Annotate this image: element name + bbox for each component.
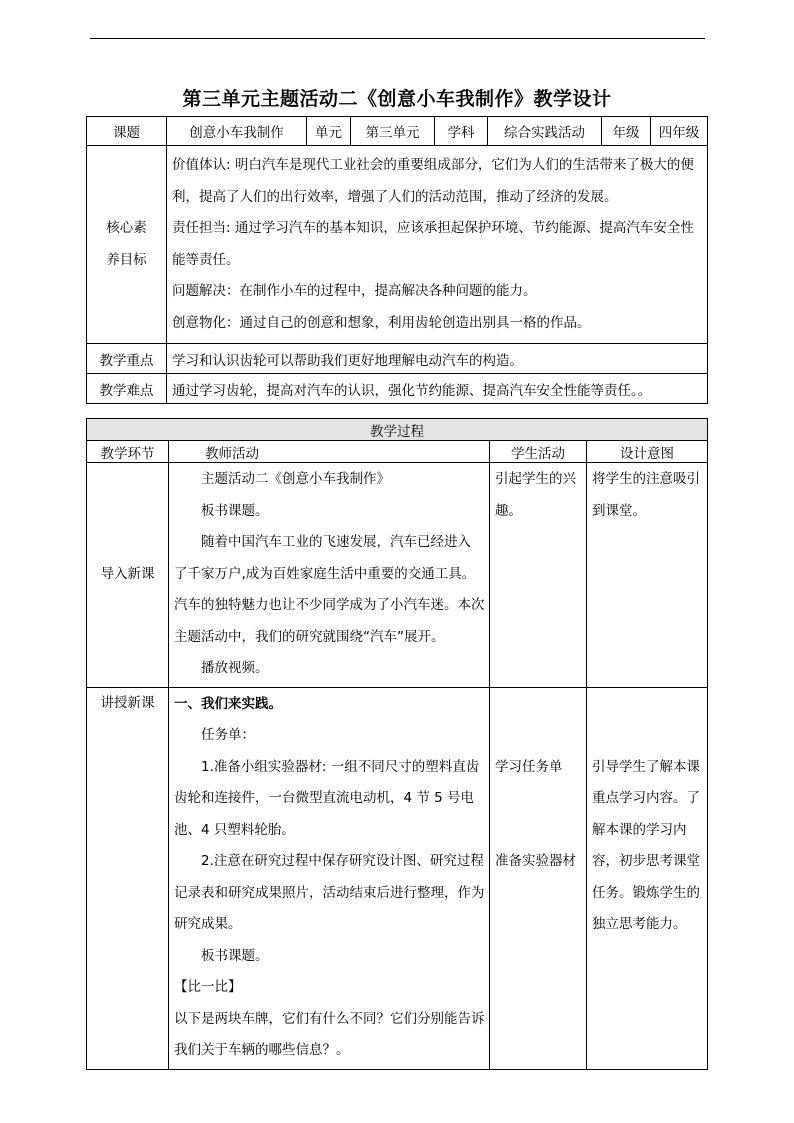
- task-label: 任务单：: [201, 727, 255, 743]
- topic-label: 课题: [87, 117, 167, 146]
- difficulty-value: 通过学习齿轮，提高对汽车的认识，强化节约能源、提高汽车安全性能等责任。。: [167, 374, 708, 404]
- task-2: 2.注意在研究过程中保存研究设计图、研究过程记录表和研究成果照片，活动结束后进行整理，作为研究成果。: [174, 853, 485, 932]
- unit-label: 单元: [307, 117, 351, 146]
- board-note: 板书课题。: [201, 947, 269, 964]
- grade-value: 四年级: [651, 117, 708, 146]
- intro-teacher: 主题活动二《创意小车我制作》 板书课题。 随着中国汽车工业的飞速发展，汽车已经进入 了千家万户,成为百姓家庭生活中重要的交通工具。汽车的独特魅力也让不少同学成为了小汽车迷。本次主题活动中，我们的研究就围绕“汽车”展开。 播放视频。: [169, 463, 490, 688]
- lesson-info-table: [86, 116, 708, 404]
- lesson-row: [87, 687, 708, 1069]
- header-stage: 教学环节: [87, 441, 169, 463]
- core-goals-label: 核心素 养目标: [87, 146, 167, 344]
- grade-label: 年级: [602, 117, 651, 146]
- intro-intent: 将学生的注意吸引到课堂。: [587, 463, 708, 688]
- teaching-process-table: [86, 418, 708, 1070]
- subject-value: 综合实践活动: [488, 117, 602, 146]
- goal-value: 价值体认: 明白汽车是现代工业社会的重要组成部分，它们为人们的生活带来了极大的便利，提高了人们的出行效率，增强了人们的活动范围，推动了经济的发展。: [172, 157, 694, 205]
- lesson-stage: 讲授新课: [87, 687, 169, 1069]
- core-goals-row: [87, 146, 708, 344]
- intro-row: [87, 463, 708, 688]
- key-point-value: 学习和认识齿轮可以帮助我们更好地理解电动汽车的构造。: [167, 344, 708, 374]
- task-1: 1.准备小组实验器材: 一组不同尺寸的塑料直齿齿轮和连接件，一台微型直流电动机，4 节 5 号电池、4 只塑料轮胎。: [174, 758, 480, 838]
- intro-student: 引起学生的兴趣。: [490, 463, 587, 688]
- process-header-row: [87, 441, 708, 463]
- compare-label: 【比一比】: [174, 979, 242, 995]
- header-rule: [90, 38, 705, 39]
- process-title: 教学过程: [87, 419, 708, 441]
- lesson-intent: 引导学生了解本课重点学习内容。了解本课的学习内容，初步思考课堂任务。锻炼学生的独立思考能力。: [587, 687, 708, 1069]
- header-student: 学生活动: [490, 441, 587, 463]
- lesson-teacher: [169, 687, 490, 1069]
- unit-value: 第三单元: [351, 117, 435, 146]
- process-title-row: [87, 419, 708, 441]
- key-point-label: 教学重点: [87, 344, 167, 374]
- topic-value: 创意小车我制作: [167, 117, 307, 146]
- lesson-student: 学习任务单 准备实验器材: [490, 687, 587, 1069]
- header-teacher: 教师活动: [169, 441, 490, 463]
- goal-creativity: 创意物化：通过自己的创意和想象，利用齿轮创造出别具一格的作品。: [172, 314, 591, 331]
- header-intent: 设计意图: [587, 441, 708, 463]
- compare-text: 以下是两块车牌，它们有什么不同？它们分别能告诉我们关于车辆的哪些信息？。: [174, 1010, 485, 1058]
- document-title: 第三单元主题活动二《创意小车我制作》教学设计: [182, 88, 612, 110]
- subject-label: 学科: [435, 117, 488, 146]
- lesson-heading: 一、我们来实践。: [174, 695, 282, 712]
- intro-stage: 导入新课: [87, 463, 169, 688]
- goal-responsibility: 责任担当: 通过学习汽车的基本知识，应该承担起保护环境、节约能源、提高汽车安全性能等责任。: [172, 220, 694, 268]
- goal-problem-solving: 问题解决：在制作小车的过程中，提高解决各种问题的能力。: [172, 283, 537, 299]
- core-goals-content: [167, 146, 708, 344]
- info-header-row: [87, 117, 708, 146]
- difficulty-label: 教学难点: [87, 374, 167, 404]
- difficulty-row: [87, 374, 708, 404]
- key-point-row: [87, 344, 708, 374]
